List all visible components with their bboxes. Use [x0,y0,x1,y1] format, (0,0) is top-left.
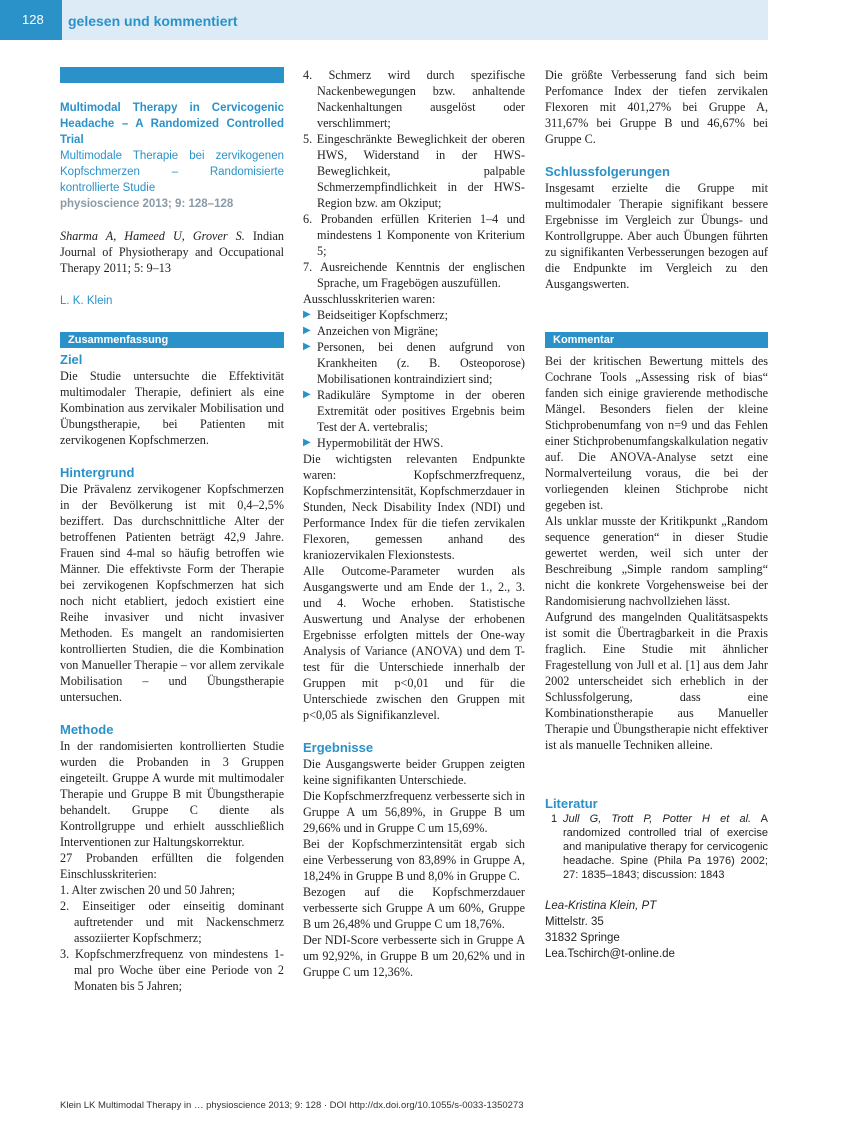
inclusion-item: 7. Ausreichende Kenntnis der englischen Sprache, um Fragebögen auszufüllen. [303,260,525,290]
inclusion-item: 1. Alter zwischen 20 und 50 Jahren; [60,883,235,897]
results-text-continued: Die größte Verbesserung fand sich beim Perfomance Index der tiefen zervikalen Flexoren mit 401,27% bei Gruppe A, 311,67% bei Gruppe B und 46,67% bei Gruppe C. [545,68,768,146]
inclusion-item: 5. Eingeschränkte Beweglichkeit der oberen HWS, Widerstand in der HWS-Beweglichkeit, palpable Schmerzempfindlichkeit in der HWS-Region bzw. am Okziput; [303,132,525,210]
inclusion-item: 4. Schmerz wird durch spezifische Nackenbewegungen bzw. anhaltende Nackenhaltungen ausgelöst oder verschlimmert; [303,68,525,130]
reference-text: Jull G, Trott P, Potter H et al. A randomized controlled trial of exercise and manipulative therapy for cervicogenic headache. Spine (Phila Pa 1976) 2002; 27: 1835–1843; discussion: 1843 [563,813,768,881]
exclusion-item: ▶ Personen, bei denen aufgrund von Krankheiten (z. B. Osteoporose) Mobilisationen kontraindiziert sind; [303,340,525,386]
section-title: gelesen und kommentiert [68,13,238,29]
title-bar [60,67,284,83]
exclusion-item: ▶ Radikuläre Symptome in der oberen Extremität oder positives Ergebnis beim Test der A. vertebralis; [303,388,525,434]
contact-city: 31832 Springe [545,932,620,944]
column-middle [303,67,525,980]
heading-ziel: Ziel [60,352,83,367]
exclusion-list [303,307,525,451]
triangle-bullet-icon: ▶ [303,389,311,400]
exclusion-item: ▶ Beidseitiger Kopfschmerz; [303,308,448,322]
contact-email[interactable]: Lea.Tschirch@t-online.de [545,948,675,960]
page-header [0,0,768,40]
summary-bar: Zusammenfassung [60,332,284,348]
comment-bar: Kommentar [545,332,768,348]
article-title-english: Multimodal Therapy in Cervicogenic Headache – A Randomized Controlled Trial [60,102,284,146]
results-text: Bezogen auf die Kopfschmerzdauer verbesserte sich Gruppe A um 60%, Gruppe B um 26,48% und Gruppe C um 18,76%. [303,885,525,931]
inclusion-item: 2. Einseitiger oder einseitig dominant auftretender und mit Nackenschmerz assoziierter Kopfschmerz; [60,899,284,945]
triangle-bullet-icon: ▶ [303,309,311,320]
inclusion-item: 3. Kopfschmerzfrequenz von mindestens 1-mal pro Woche über eine Periode von 2 Monaten bis 5 Jahren; [60,947,284,993]
reference-number: 1 [550,813,558,825]
article-title-german: Multimodale Therapie bei zervikogenen Kopfschmerzen – Randomisierte kontrollierte Studie [60,150,284,194]
heading-literatur: Literatur [545,796,598,811]
citation-journal: Indian Journal of Physiotherapy and Occupational Therapy 2011; 5: 9–13 [60,229,284,275]
contact-street: Mittelstr. 35 [545,916,604,928]
page-footer: Klein LK Multimodal Therapy in … physioscience 2013; 9: 128 · DOI http://dx.doi.org/10.1055/s-0033-1350273 [60,1100,524,1111]
article-source: physioscience 2013; 9: 128–128 [60,198,234,210]
column-left [60,67,284,994]
hintergrund-text: Die Prävalenz zervikogener Kopfschmerzen in der Bevölkerung ist mit 0,4–2,5% beziffert. Das durchschnittliche Alter der betroffenen Patienten beträgt 42,9 Jahre. Frauen sind 4-mal so häufig betroffen wie Männer. Die effektivste Form der Therapie bei zervikogenen Kopfschmerzen hat sich noch nicht etabliert, jedoch existiert eine Reihe invasiver und nicht invasiver Methoden. Es mangelt an randomisierten kontrollierten Studien, die die Kombination von Manueller Therapie – vor allem zervikale Mobilisation – und Übungstherapie untersuchen. [60,482,284,704]
results-text: Der NDI-Score verbesserte sich in Gruppe A um 92,92%, in Gruppe B um 20,62% und in Gruppe C um 12,36%. [303,933,525,979]
methode-text-2: 27 Probanden erfüllten die folgenden Einschlusskriterien: [60,851,284,881]
comment-text-1: Bei der kritischen Bewertung mittels des Cochrane Tools „Assessing risk of bias“ fanden sich einige gravierende methodische Mängel. Besonders fielen der kleine Stichprobenumfang von n=9 und das Fehlen einer Stichprobenumfangskalkulation negativ auf. Die ANOVA-Analyse setzt eine Normalverteilung voraus, die bei der vorliegenden kleinen Stichprobe nicht gegeben ist. [545,354,768,512]
ziel-text: Die Studie untersuchte die Effektivität multimodaler Therapie, definiert als eine Kombination aus zervikaler Mobilisation und Übungstherapie, bei Patienten mit zervikogenen Kopfschmerzen. [60,369,284,447]
endpoints-text-2: Alle Outcome-Parameter wurden als Ausgangswerte und am Ende der 1., 2., 3. und 4. Woche erhoben. Statistische Auswertung und Analyse der erhobenen Ergebnisse erfolgten mittels der One-way Analysis of Variance (ANOVA) und dem T-test für die Unterschiede innerhalb der Gruppen mit p<0,01 und für die Unterschiede zwischen den Gruppen mit p<0,05 als Signifikanzlevel. [303,564,525,722]
reviewer-name: L. K. Klein [60,295,113,307]
citation [60,228,284,276]
endpoints-text-1: Die wichtigsten relevanten Endpunkte waren: Kopfschmerzfrequenz, Kopfschmerzintensität, Kopfschmerzdauer in Stunden, Neck Disability Index (NDI) und Performance Index für die tiefen zervikalen Flexoren, gemessen anhand des kraniozervikalen Flexionstests. [303,452,525,562]
citation-authors: Sharma A, Hameed U, Grover S. [60,229,245,243]
exclusion-item: ▶ Hypermobilität der HWS. [303,436,444,450]
heading-schlussfolgerungen: Schlussfolgerungen [545,164,670,179]
results-text: Bei der Kopfschmerzintensität ergab sich eine Verbesserung von 83,89% in Gruppe A, 18,24% in Gruppe B und 8,0% in Gruppe C. [303,837,525,883]
heading-methode: Methode [60,722,114,737]
heading-hintergrund: Hintergrund [60,465,135,480]
results-text: Die Ausgangswerte beider Gruppen zeigten keine signifikanten Unterschiede. [303,757,525,787]
page-number: 128 [0,0,62,40]
inclusion-item: 6. Probanden erfüllen Kriterien 1–4 und mindestens 1 Komponente von Kriterium 5; [303,212,525,258]
schluss-text: Insgesamt erzielte die Gruppe mit multimodaler Therapie signifikant bessere Ergebnisse im Vergleich zur Übungs- und Kontrollgruppe. Aber auch Übungen führten zu signifikanten Verbesserungen bezogen auf die Endpunkte im Vergleich zu den Ausgangswerten. [545,181,768,291]
comment-text-3: Aufgrund des mangelnden Qualitätsaspekts ist somit die Übertragbarkeit in die Praxis fraglich. Eine Studie mit ähnlicher Fragestellung von Jull et al. [1] aus dem Jahr 2002 unterscheidet sich erheblich in der Schlussfolgerung, dass eine Kombinationstherapie aus Manueller Therapie und Übungstherapie nicht effektiver ist als manuelle Techniken alleine. [545,610,768,752]
results-text: Die Kopfschmerzfrequenz verbesserte sich in Gruppe A um 56,89%, in Gruppe B um 29,66% und in Gruppe C um 15,69%. [303,789,525,835]
comment-text-2: Als unklar musste der Kritikpunkt „Random sequence generation“ in dieser Studie gewertet werden, weil sich unter der Beschreibung „Simple random sampling“ nicht die konkrete Vorgehensweise bei der Randomisierung nachvollziehen lässt. [545,514,768,608]
exclusion-item: ▶ Anzeichen von Migräne; [303,324,439,338]
reference-item [545,812,768,882]
column-right [545,67,768,962]
contact-block [545,898,768,962]
triangle-bullet-icon: ▶ [303,437,311,448]
triangle-bullet-icon: ▶ [303,325,311,336]
methode-text-1: In der randomisierten kontrollierten Studie wurden die Probanden in 3 Gruppen eingeteilt. Gruppe A wurde mit multimodaler Therapie und Gruppe B mit Übungstherapie behandelt. Gruppe C diente als Kontrollgruppe und erhielt ausschließlich Interventionen zur Haltungskorrektur. [60,739,284,849]
heading-ergebnisse: Ergebnisse [303,740,374,755]
contact-name: Lea-Kristina Klein, PT [545,900,657,912]
exclusion-intro: Ausschlusskriterien waren: [303,292,436,306]
triangle-bullet-icon: ▶ [303,341,311,352]
